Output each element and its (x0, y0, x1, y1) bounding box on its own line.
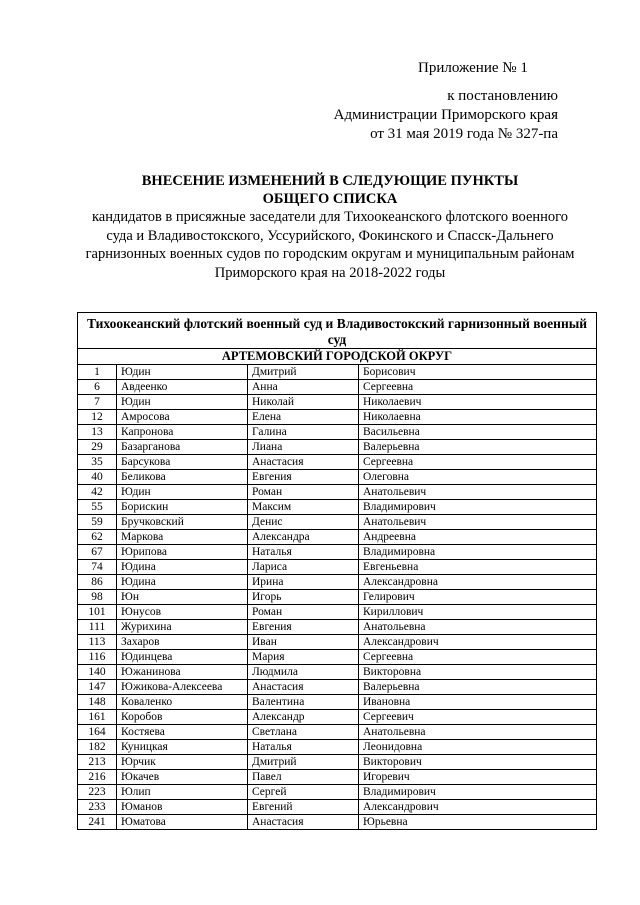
patronymic-cell: Олеговна (359, 470, 597, 485)
last-name-cell: Юн (117, 590, 248, 605)
patronymic-cell: Викторович (359, 755, 597, 770)
row-number-cell: 12 (78, 410, 117, 425)
row-number-cell: 29 (78, 440, 117, 455)
row-number-cell: 164 (78, 725, 117, 740)
table-row (78, 815, 597, 830)
last-name-cell: Юдин (117, 395, 248, 410)
patronymic-cell: Сергеевич (359, 710, 597, 725)
last-name-cell: Капронова (117, 425, 248, 440)
table-row (78, 710, 597, 725)
first-name-cell: Лариса (248, 560, 359, 575)
row-number-cell: 98 (78, 590, 117, 605)
table-row (78, 620, 597, 635)
row-number-cell: 13 (78, 425, 117, 440)
first-name-cell: Роман (248, 485, 359, 500)
row-number-cell: 74 (78, 560, 117, 575)
first-name-cell: Ирина (248, 575, 359, 590)
last-name-cell: Юдин (117, 365, 248, 380)
table-row (78, 365, 597, 380)
patronymic-cell: Александрович (359, 635, 597, 650)
row-number-cell: 116 (78, 650, 117, 665)
last-name-cell: Куницкая (117, 740, 248, 755)
patronymic-cell: Ивановна (359, 695, 597, 710)
first-name-cell: Сергей (248, 785, 359, 800)
first-name-cell: Анастасия (248, 680, 359, 695)
table-row (78, 755, 597, 770)
patronymic-cell: Николаевич (359, 395, 597, 410)
last-name-cell: Юматова (117, 815, 248, 830)
patronymic-cell: Игоревич (359, 770, 597, 785)
first-name-cell: Роман (248, 605, 359, 620)
patronymic-cell: Борисович (359, 365, 597, 380)
table-row (78, 545, 597, 560)
last-name-cell: Коробов (117, 710, 248, 725)
row-number-cell: 140 (78, 665, 117, 680)
patronymic-cell: Юрьевна (359, 815, 597, 830)
table-row (78, 455, 597, 470)
last-name-cell: Юдинцева (117, 650, 248, 665)
first-name-cell: Людмила (248, 665, 359, 680)
first-name-cell: Наталья (248, 545, 359, 560)
patronymic-cell: Анатольевна (359, 620, 597, 635)
last-name-cell: Юлип (117, 785, 248, 800)
row-number-cell: 111 (78, 620, 117, 635)
patronymic-cell: Евгеньевна (359, 560, 597, 575)
row-number-cell: 62 (78, 530, 117, 545)
title-line: ОБЩЕГО СПИСКА (262, 191, 398, 207)
last-name-cell: Юрчик (117, 755, 248, 770)
row-number-cell: 161 (78, 710, 117, 725)
first-name-cell: Светлана (248, 725, 359, 740)
table-row (78, 695, 597, 710)
document-title (60, 172, 600, 282)
last-name-cell: Юдина (117, 560, 248, 575)
resolution-line: к постановлению (447, 88, 558, 104)
patronymic-cell: Николаевна (359, 410, 597, 425)
patronymic-cell: Анатольевич (359, 515, 597, 530)
table-row (78, 395, 597, 410)
last-name-cell: Юкачев (117, 770, 248, 785)
table-row (78, 515, 597, 530)
first-name-cell: Денис (248, 515, 359, 530)
first-name-cell: Мария (248, 650, 359, 665)
last-name-cell: Юдин (117, 485, 248, 500)
row-number-cell: 35 (78, 455, 117, 470)
row-number-cell: 101 (78, 605, 117, 620)
first-name-cell: Евгений (248, 800, 359, 815)
first-name-cell: Евгения (248, 620, 359, 635)
row-number-cell: 67 (78, 545, 117, 560)
table-row (78, 425, 597, 440)
last-name-cell: Бручковский (117, 515, 248, 530)
last-name-cell: Барсукова (117, 455, 248, 470)
last-name-cell: Авдеенко (117, 380, 248, 395)
row-number-cell: 86 (78, 575, 117, 590)
title-line: ВНЕСЕНИЕ ИЗМЕНЕНИЙ В СЛЕДУЮЩИЕ ПУНКТЫ (141, 173, 519, 189)
first-name-cell: Николай (248, 395, 359, 410)
patronymic-cell: Александровна (359, 575, 597, 590)
table-row (78, 635, 597, 650)
first-name-cell: Наталья (248, 740, 359, 755)
first-name-cell: Анастасия (248, 815, 359, 830)
table-row (78, 665, 597, 680)
last-name-cell: Юдина (117, 575, 248, 590)
patronymic-cell: Владимировна (359, 545, 597, 560)
first-name-cell: Валентина (248, 695, 359, 710)
table-row (78, 650, 597, 665)
table-row (78, 725, 597, 740)
row-number-cell: 216 (78, 770, 117, 785)
row-number-cell: 59 (78, 515, 117, 530)
court-header-row (78, 313, 597, 349)
last-name-cell: Юрипова (117, 545, 248, 560)
last-name-cell: Маркова (117, 530, 248, 545)
appendix-label: Приложение № 1 (418, 60, 528, 76)
row-number-cell: 1 (78, 365, 117, 380)
row-number-cell: 182 (78, 740, 117, 755)
candidates-table (77, 312, 597, 830)
table-row (78, 530, 597, 545)
first-name-cell: Лиана (248, 440, 359, 455)
row-number-cell: 241 (78, 815, 117, 830)
row-number-cell: 233 (78, 800, 117, 815)
row-number-cell: 213 (78, 755, 117, 770)
last-name-cell: Южанинова (117, 665, 248, 680)
last-name-cell: Борискин (117, 500, 248, 515)
table-row (78, 470, 597, 485)
last-name-cell: Захаров (117, 635, 248, 650)
patronymic-cell: Сергеевна (359, 380, 597, 395)
patronymic-cell: Леонидовна (359, 740, 597, 755)
last-name-cell: Коваленко (117, 695, 248, 710)
first-name-cell: Павел (248, 770, 359, 785)
subtitle-line: Приморского края на 2018-2022 годы (214, 264, 446, 281)
first-name-cell: Елена (248, 410, 359, 425)
resolution-line: от 31 мая 2019 года № 327-па (370, 126, 558, 142)
row-number-cell: 148 (78, 695, 117, 710)
patronymic-cell: Викторовна (359, 665, 597, 680)
row-number-cell: 223 (78, 785, 117, 800)
patronymic-cell: Васильевна (359, 425, 597, 440)
court-header: Тихоокеанский флотский военный суд и Владивостокский гарнизонный военный суд (78, 313, 597, 349)
last-name-cell: Журихина (117, 620, 248, 635)
patronymic-cell: Владимирович (359, 785, 597, 800)
patronymic-cell: Кириллович (359, 605, 597, 620)
resolution-line: Администрации Приморского края (333, 107, 558, 123)
table-row (78, 605, 597, 620)
patronymic-cell: Валерьевна (359, 680, 597, 695)
last-name-cell: Базарганова (117, 440, 248, 455)
table-row (78, 440, 597, 455)
first-name-cell: Дмитрий (248, 755, 359, 770)
resolution-reference (334, 87, 558, 144)
patronymic-cell: Андреевна (359, 530, 597, 545)
last-name-cell: Амросова (117, 410, 248, 425)
patronymic-cell: Александрович (359, 800, 597, 815)
district-row (78, 349, 597, 365)
first-name-cell: Галина (248, 425, 359, 440)
row-number-cell: 55 (78, 500, 117, 515)
table-row (78, 785, 597, 800)
table-row (78, 800, 597, 815)
table-row (78, 560, 597, 575)
patronymic-cell: Анатольевна (359, 725, 597, 740)
table-row (78, 770, 597, 785)
first-name-cell: Александр (248, 710, 359, 725)
patronymic-cell: Владимирович (359, 500, 597, 515)
row-number-cell: 113 (78, 635, 117, 650)
row-number-cell: 42 (78, 485, 117, 500)
row-number-cell: 147 (78, 680, 117, 695)
district-name: АРТЕМОВСКИЙ ГОРОДСКОЙ ОКРУГ (78, 349, 597, 365)
table-row (78, 380, 597, 395)
patronymic-cell: Анатольевич (359, 485, 597, 500)
row-number-cell: 7 (78, 395, 117, 410)
first-name-cell: Дмитрий (248, 365, 359, 380)
first-name-cell: Максим (248, 500, 359, 515)
row-number-cell: 6 (78, 380, 117, 395)
table-row (78, 485, 597, 500)
last-name-cell: Юнусов (117, 605, 248, 620)
patronymic-cell: Гелирович (359, 590, 597, 605)
first-name-cell: Анастасия (248, 455, 359, 470)
table-row (78, 500, 597, 515)
table-row (78, 590, 597, 605)
table-row (78, 680, 597, 695)
patronymic-cell: Сергеевна (359, 455, 597, 470)
patronymic-cell: Сергеевна (359, 650, 597, 665)
first-name-cell: Игорь (248, 590, 359, 605)
last-name-cell: Южикова-Алексеева (117, 680, 248, 695)
subtitle-line: суда и Владивостокского, Уссурийского, Фокинского и Спасск-Дальнего (106, 227, 554, 244)
table-row (78, 575, 597, 590)
last-name-cell: Беликова (117, 470, 248, 485)
table-row (78, 740, 597, 755)
table-row (78, 410, 597, 425)
last-name-cell: Костяева (117, 725, 248, 740)
subtitle-line: гарнизонных военных судов по городским округам и муниципальным районам (85, 246, 575, 262)
first-name-cell: Иван (248, 635, 359, 650)
last-name-cell: Юманов (117, 800, 248, 815)
patronymic-cell: Валерьевна (359, 440, 597, 455)
first-name-cell: Евгения (248, 470, 359, 485)
first-name-cell: Анна (248, 380, 359, 395)
row-number-cell: 40 (78, 470, 117, 485)
first-name-cell: Александра (248, 530, 359, 545)
subtitle-line: кандидатов в присяжные заседатели для Тихоокеанского флотского военного (91, 209, 569, 225)
